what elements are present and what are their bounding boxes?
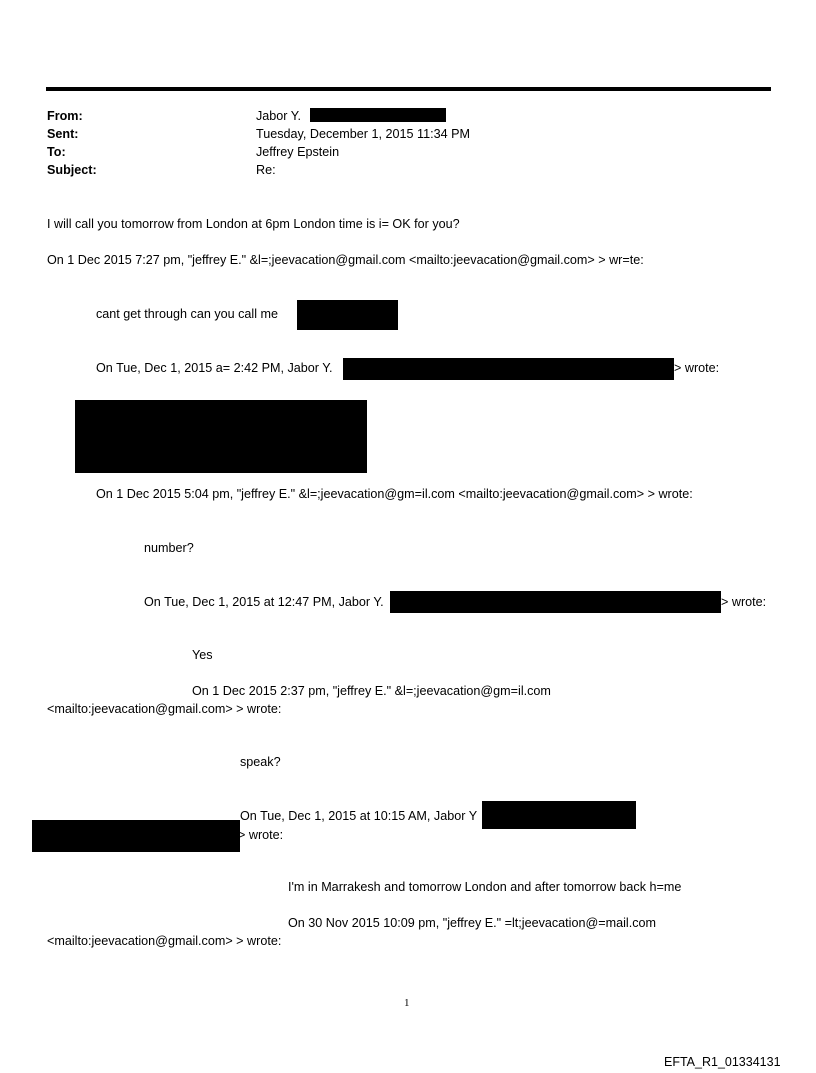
to-value: Jeffrey Epstein <box>256 145 340 159</box>
quote-header: On Tue, Dec 1, 2015 at 12:47 PM, Jabor Y. <box>144 595 384 609</box>
quote-header: On Tue, Dec 1, 2015 at 10:15 AM, Jabor Y <box>240 809 478 823</box>
message-text: Yes <box>192 648 213 662</box>
quote-header-end: > wrote: <box>674 361 720 375</box>
to-label: To: <box>47 145 66 159</box>
quote-header: <mailto:jeevacation@gmail.com> > wrote: <box>47 702 282 716</box>
sent-value: Tuesday, December 1, 2015 11:34 PM <box>256 127 470 141</box>
redaction-email <box>482 801 636 829</box>
quote-header-end: > wrote: <box>721 595 767 609</box>
redaction-phone <box>297 300 398 330</box>
quote-header: On 30 Nov 2015 10:09 pm, "jeffrey E." =lt;jeevacation@=mail.com <box>288 916 657 930</box>
subject-value: Re: <box>256 163 276 177</box>
message-text: cant get through can you call me <box>96 307 279 321</box>
redaction-block <box>75 400 367 473</box>
quote-header-end: > wrote: <box>238 828 284 842</box>
message-text: speak? <box>240 755 281 769</box>
from-label: From: <box>47 109 83 123</box>
redaction-email <box>32 820 240 852</box>
quote-header: On 1 Dec 2015 7:27 pm, "jeffrey E." &l=;jeevacation@gmail.com <mailto:jeevacation@gmail.com> > wr=te: <box>47 253 644 267</box>
quote-header: On 1 Dec 2015 5:04 pm, "jeffrey E." &l=;jeevacation@gm=il.com <mailto:jeevacation@gmail.com> > wrote: <box>96 487 693 501</box>
redaction-from-email <box>310 108 446 122</box>
redaction-email <box>390 591 721 613</box>
subject-label: Subject: <box>47 163 97 177</box>
from-value: Jabor Y. <box>256 109 302 123</box>
quote-header: <mailto:jeevacation@gmail.com> > wrote: <box>47 934 282 948</box>
quote-header: On 1 Dec 2015 2:37 pm, "jeffrey E." &l=;jeevacation@gm=il.com <box>192 684 551 698</box>
message-text: I'm in Marrakesh and tomorrow London and after tomorrow back h=me <box>288 880 682 894</box>
sent-label: Sent: <box>47 127 79 141</box>
document-id: EFTA_R1_01334131 <box>664 1055 781 1069</box>
message-text: number? <box>144 541 194 555</box>
quote-header: On Tue, Dec 1, 2015 a= 2:42 PM, Jabor Y. <box>96 361 333 375</box>
message-text: I will call you tomorrow from London at 6pm London time is i= OK for you? <box>47 217 460 231</box>
redaction-email <box>343 358 674 380</box>
page-number: 1 <box>404 997 410 1009</box>
header-rule <box>46 87 771 91</box>
